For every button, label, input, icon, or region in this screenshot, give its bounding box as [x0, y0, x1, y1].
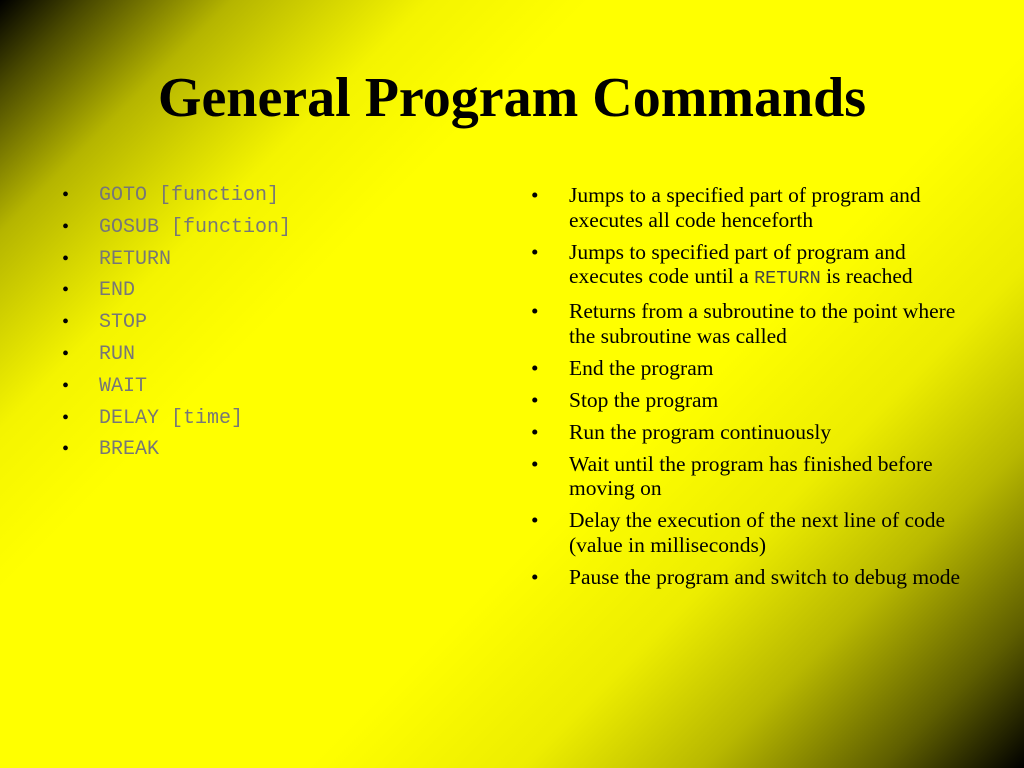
list-item: [531, 299, 981, 348]
list-item: [62, 403, 482, 435]
bullet-icon: •: [62, 374, 70, 397]
bullet-icon: •: [531, 239, 539, 264]
list-item: [62, 180, 482, 212]
description-gosub-text-after: is reached: [820, 264, 913, 288]
list-item: [62, 307, 482, 339]
list-item: [62, 371, 482, 403]
description-stop: Stop the program: [569, 387, 719, 412]
list-item: [531, 565, 981, 590]
description-list: [531, 183, 981, 597]
bullet-icon: •: [531, 508, 539, 532]
list-item: [531, 508, 981, 557]
return-keyword: RETURN: [754, 268, 821, 289]
bullet-icon: •: [62, 311, 70, 334]
description-gosub-text-before: Jumps to specified part of program and executes code until a: [569, 239, 906, 288]
description-delay: Delay the execution of the next line of code (value in milliseconds): [569, 508, 946, 557]
description-end: End the program: [569, 355, 714, 380]
description-gosub: [569, 240, 913, 289]
bullet-icon: •: [531, 355, 539, 380]
bullet-icon: •: [531, 564, 539, 589]
bullet-icon: •: [62, 406, 70, 429]
description-run: Run the program continuously: [569, 419, 832, 444]
list-item: [531, 388, 981, 413]
bullet-icon: •: [531, 299, 539, 323]
command-wait: WAIT: [99, 374, 148, 398]
description-return: Returns from a subroutine to the point where the subroutine was called: [569, 299, 956, 348]
command-run: RUN: [99, 342, 136, 366]
bullet-icon: •: [62, 215, 70, 238]
bullet-icon: •: [62, 184, 70, 206]
command-goto: GOTO [function]: [99, 184, 280, 207]
bullet-icon: •: [531, 451, 539, 476]
list-item: [62, 212, 482, 244]
description-break: Pause the program and switch to debug mode: [569, 564, 961, 589]
list-item: [531, 452, 981, 501]
list-item: [531, 356, 981, 381]
bullet-icon: •: [531, 387, 539, 412]
command-break: BREAK: [99, 438, 160, 462]
command-delay: DELAY [time]: [99, 406, 244, 430]
list-item: [62, 244, 482, 276]
bullet-icon: •: [531, 419, 539, 444]
bullet-icon: •: [531, 183, 539, 207]
command-gosub: GOSUB [function]: [99, 215, 292, 239]
list-item: [531, 420, 981, 445]
slide-title: General Program Commands: [157, 67, 867, 129]
bullet-icon: •: [62, 342, 70, 365]
command-return: RETURN: [99, 247, 172, 271]
description-goto: Jumps to a specified part of program and executes all code henceforth: [569, 183, 921, 232]
description-wait: Wait until the program has finished before moving on: [569, 451, 933, 500]
list-item: [62, 434, 482, 466]
command-stop: STOP: [99, 311, 148, 335]
command-end: END: [99, 279, 136, 303]
list-item: [531, 240, 981, 292]
bullet-icon: •: [62, 279, 70, 302]
list-item: [62, 339, 482, 371]
bullet-icon: •: [62, 438, 70, 461]
list-item: [62, 275, 482, 307]
list-item: [531, 183, 981, 232]
bullet-icon: •: [62, 247, 70, 270]
command-list: [62, 180, 482, 466]
